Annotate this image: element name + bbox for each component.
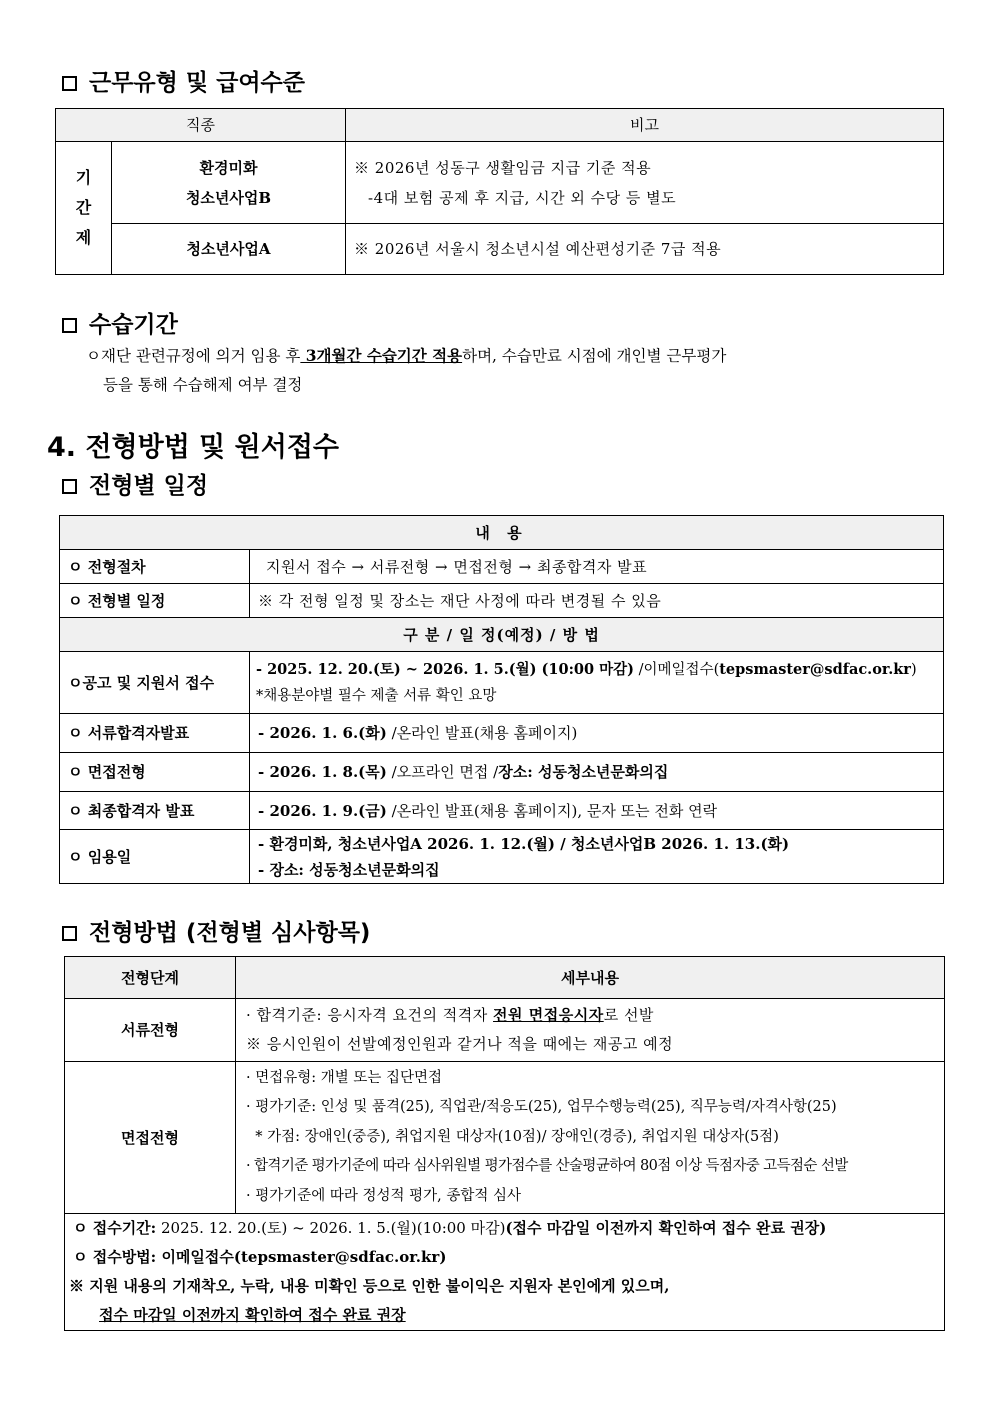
method-footer: ㅇ 접수기간: 2025. 12. 20.(토) ~ 2026. 1. 5.(월)(10:00 마감)(접수 마감일 이전까지 확인하여 접수 완료 권장) ㅇ 접수방법: 이메일접수(tepsmaster@sdfac.or.kr) ※ 지원 내용의 기재착오, 누락, 내용 미확인 등으로 인한 불이익은 지원자 본인에게 있으며, 접수 마감일 이전까지 확인하여 접수 완료 권장 — [65, 1214, 945, 1331]
section-title-method: 전형방법 (전형별 심사항목) — [62, 919, 370, 947]
header-detail: 세부내용 — [236, 957, 945, 999]
section-title-probation: 수습기간 — [62, 311, 178, 339]
notice-emphasis: 접수 마감일 이전까지 확인하여 접수 완료 권장 — [99, 1306, 406, 1324]
header-stage: 전형단계 — [65, 957, 236, 999]
sched-label: ㅇ 전형별 일정 — [60, 584, 250, 618]
method-table — [64, 956, 945, 1331]
checkbox-square-icon — [62, 76, 77, 91]
item-value-start: - 환경미화, 청소년사업A 2026. 1. 12.(월) / 청소년사업B 2026. 1. 13.(화) - 장소: 성동청소년문화의집 — [250, 830, 944, 884]
checkbox-square-icon — [62, 926, 77, 941]
item-value-posting: - 2025. 12. 20.(토) ~ 2026. 1. 5.(월) (10:00 마감) /이메일접수(tepsmaster@sdfac.or.kr) *채용분야별 필수 제출 서류 확인 요망 — [250, 652, 944, 714]
probation-emphasis: 3개월간 수습기간 적용 — [300, 346, 463, 365]
proc-label: ㅇ 전형절차 — [60, 550, 250, 584]
heading-selection-method: 4. 전형방법 및 원서접수 — [47, 432, 339, 463]
item-label-final: ㅇ 최종합격자 발표 — [60, 792, 250, 830]
probation-paragraph: ㅇ재단 관련규정에 의거 임용 후 3개월간 수습기간 적용하며, 수습만료 시점에 개인별 근무평가 등을 통해 수습해제 여부 결정 — [86, 346, 727, 394]
stage-interview: 면접전형 — [65, 1062, 236, 1214]
item-value-interview: - 2026. 1. 8.(목) /오프라인 면접 /장소: 성동청소년문화의집 — [250, 753, 944, 792]
item-label-posting: ㅇ공고 및 지원서 접수 — [60, 652, 250, 714]
header-note: 비고 — [346, 109, 944, 142]
note-cell-1: ※ 2026년 성동구 생활임금 지급 기준 적용 -4대 보험 공제 후 지급, 시간 외 수당 등 별도 — [346, 142, 944, 224]
sched-value: ※ 각 전형 일정 및 장소는 재단 사정에 따라 변경될 수 있음 — [250, 584, 944, 618]
note-cell-2: ※ 2026년 서울시 청소년시설 예산편성기준 7급 적용 — [346, 224, 944, 275]
schedule-header: 내 용 — [60, 516, 944, 550]
stage-document: 서류전형 — [65, 999, 236, 1062]
doc-emphasis: 전원 면접응시자 — [493, 1006, 604, 1024]
checkbox-square-icon — [62, 479, 77, 494]
header-job: 직종 — [56, 109, 346, 142]
email-text: tepsmaster@sdfac.or.kr — [719, 660, 911, 678]
detail-interview: · 면접유형: 개별 또는 집단면접 · 평가기준: 인성 및 품격(25), 직업관/적응도(25), 업무수행능력(25), 직무능력/자격사항(25) * 가점: 장애인(중증), 취업지원 대상자(10점)/ 장애인(경증), 취업지원 대상자(5점) · 합격기준 평가기준에 따라 심사위원별 평가점수를 산술평균하여 80점 이상 득점자중 고득점순 선발 · 평가기준에 따라 정성적 평가, 종합적 심사 — [236, 1062, 945, 1214]
proc-value: 지원서 접수 → 서류전형 → 면접전형 → 최종합격자 발표 — [250, 550, 944, 584]
schedule-table — [59, 515, 944, 884]
item-value-doc-result: - 2026. 1. 6.(화) /온라인 발표(채용 홈페이지) — [250, 714, 944, 753]
section-title-schedule: 전형별 일정 — [62, 472, 208, 500]
detail-document: · 합격기준: 응시자격 요건의 적격자 전원 면접응시자로 선발 ※ 응시인원이 선발예정인원과 같거나 적을 때에는 재공고 예정 — [236, 999, 945, 1062]
schedule-subheader: 구 분 / 일 정(예정) / 방 법 — [60, 618, 944, 652]
item-label-start: ㅇ 임용일 — [60, 830, 250, 884]
group-fixed-term: 기간제 — [56, 142, 112, 275]
item-label-doc-result: ㅇ 서류합격자발표 — [60, 714, 250, 753]
item-label-interview: ㅇ 면접전형 — [60, 753, 250, 792]
work-type-table — [55, 108, 944, 275]
item-value-final: - 2026. 1. 9.(금) /온라인 발표(채용 홈페이지), 문자 또는 전화 연락 — [250, 792, 944, 830]
section-title-work: 근무유형 및 급여수준 — [62, 69, 305, 97]
checkbox-square-icon — [62, 318, 77, 333]
job-cell-1: 환경미화 청소년사업B — [112, 142, 346, 224]
job-cell-2: 청소년사업A — [112, 224, 346, 275]
